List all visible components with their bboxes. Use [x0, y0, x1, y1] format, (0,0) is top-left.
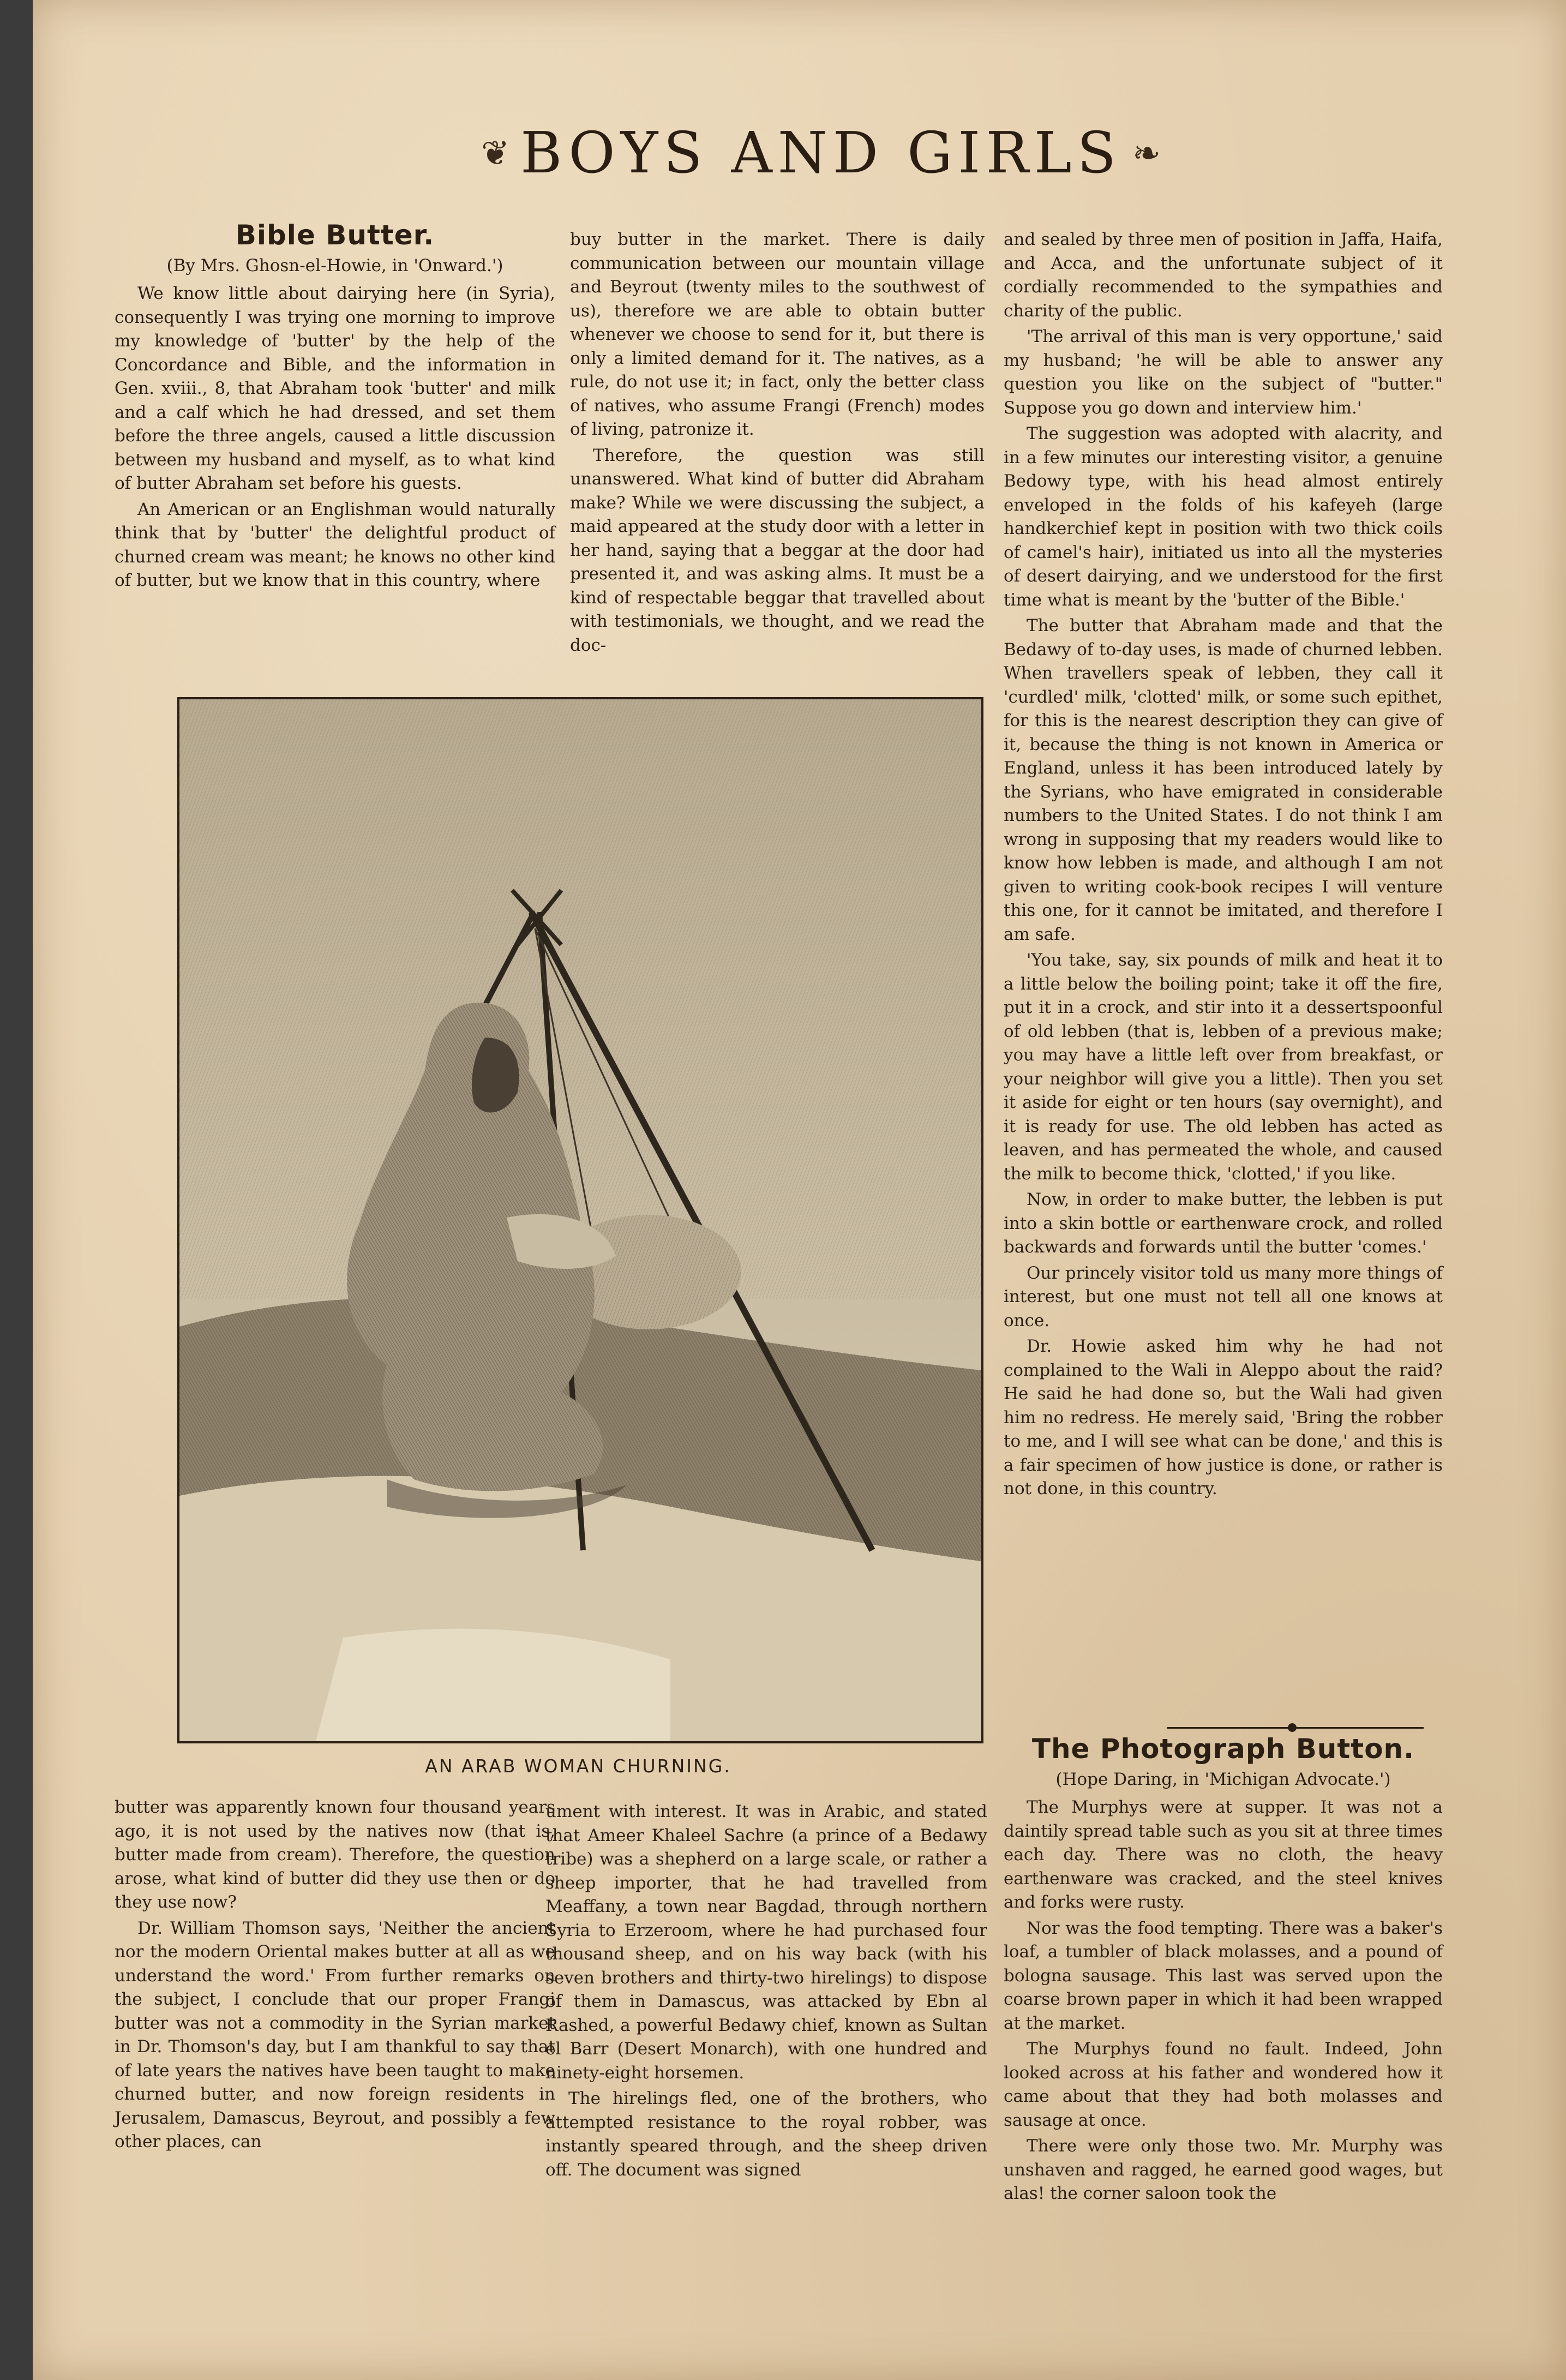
- paragraph: The Murphys found no fault. Indeed, John looked across at his father and wondered how it came about that they had both molasses and sausage at once.: [1004, 2039, 1443, 2130]
- paragraph: An American or an Englishman would naturally think that by 'butter' the delightful product of churned cream was meant; he knows no other kind of butter, but we know that in this country, where: [115, 499, 555, 590]
- newspaper-page: [33, 0, 1566, 2380]
- column-1-top: [115, 219, 555, 595]
- ornament-right-icon: ❧: [1132, 133, 1161, 173]
- separator-ornament-icon: [1288, 1723, 1297, 1732]
- article-byline: (By Mrs. Ghosn-el-Howie, in 'Onward.'): [166, 255, 503, 275]
- paragraph: and sealed by three men of position in Jaffa, Haifa, and Acca, and the unfortunate subject of it cordially recommended to the sympathies and charity of the public.: [1004, 230, 1443, 321]
- paragraph: Our princely visitor told us many more things of interest, but one must not tell all one knows at once.: [1004, 1263, 1443, 1330]
- page-title: BOYS AND GIRLS: [520, 119, 1121, 186]
- paragraph: Therefore, the question was still unanswered. What kind of butter did Abraham make? While we were discussing the subject, a maid appeared at the study door with a letter in her hand, saying that a beggar at the door had presented it, and was asking alms. It must be a kind of respectable beggar that travelled about with testimonials, we thought, and we read the doc-: [570, 445, 985, 655]
- paragraph: buy butter in the market. There is daily communication between our mountain village and Beyrout (twenty miles to the southwest of us), therefore we are able to obtain butter whenever we choose to send for it, but there is only a limited demand for it. The natives, as a rule, do not use it; in fact, only the better class of natives, who assume Frangi (French) modes of living, patronize it.: [570, 230, 985, 439]
- column-3: [1004, 228, 1443, 1503]
- masthead: [371, 117, 1271, 188]
- paragraph: Nor was the food tempting. There was a baker's loaf, a tumbler of black molasses, and a pound of bologna sausage. This last was served upon the coarse brown paper in which it had been wrapped at the market.: [1004, 1918, 1443, 2033]
- paragraph: Now, in order to make butter, the lebben is put into a skin bottle or earthenware crock, and rolled backwards and forwards until the butter 'comes.': [1004, 1190, 1443, 1257]
- paragraph: There were only those two. Mr. Murphy was unshaven and ragged, he earned good wages, but alas! the corner saloon took the: [1004, 2136, 1443, 2203]
- paragraph: The suggestion was adopted with alacrity, and in a few minutes our interesting visitor, a genuine Bedowy type, with his head almost entirely enveloped in the folds of his kafeyeh (large handkerchief kept in position with two thick coils of camel's hair), initiated us into all the mysteries of desert dairying, and we understood for the first time what is meant by the 'butter of the Bible.': [1004, 424, 1443, 610]
- column-2-top: [570, 228, 985, 660]
- engraving-image: [179, 699, 981, 1741]
- paragraph: We know little about dairying here (in Syria), consequently I was trying one morning to improve my knowledge of 'butter' by the help of the Concordance and Bible, and the information in Gen. xviii., 8, that Abraham took 'butter' and milk and a calf which he had dressed, and set them before the three angels, caused a little discussion between my husband and myself, as to what kind of butter Abraham set before his guests.: [115, 284, 555, 493]
- paragraph: 'You take, say, six pounds of milk and heat it to a little below the boiling point; take it off the fire, put it in a crock, and stir into it a dessertspoonful of old lebben (that is, lebben of a previous make; you may have a little left over from breakfast, or your neighbor will give you a little). Then you set it aside for eight or ten hours (say overnight), and it is ready for use. The old lebben has acted as leaven, and has permeated the whole, and caused the milk to become thick, 'clotted,' if you like.: [1004, 950, 1443, 1184]
- paragraph: ument with interest. It was in Arabic, and stated that Ameer Khaleel Sachre (a prince of a Bedawy tribe) was a shepherd on a large scale, or rather a sheep importer, that he had travelled from Meaffany, a town near Bagdad, through northern Syria to Erzeroom, where he had purchased four thousand sheep, and on his way back (with his seven brothers and thirty-two hirelings) to dispose of them in Damascus, was attacked by Ebn al Rashed, a powerful Bedawy chief, known as Sultan el Barr (Desert Monarch), with one hundred and ninety-eight horsemen.: [545, 1802, 987, 2083]
- illustration-arab-woman-churning: [177, 697, 983, 1743]
- paragraph: 'The arrival of this man is very opportune,' said my husband; 'he will be able to answer any question you like on the subject of "butter." Suppose you go down and interview him.': [1004, 327, 1443, 418]
- paragraph: Dr. William Thomson says, 'Neither the ancient nor the modern Oriental makes butter at all as we understand the word.' From further remarks on the subject, I conclude that our proper Frangi butter was not a commodity in the Syrian market in Dr. Thomson's day, but I am thankful to say that of late years the natives have been taught to make churned butter, and now foreign residents in Jerusalem, Damascus, Beyrout, and possibly a few other places, can: [115, 1918, 555, 2151]
- article-title: Bible Butter.: [235, 219, 435, 251]
- article-byline: (Hope Daring, in 'Michigan Advocate.'): [1055, 1769, 1391, 1789]
- ornament-left-icon: ❦: [481, 133, 510, 173]
- column-3-bottom: [1004, 1733, 1443, 2208]
- paragraph: butter was apparently known four thousand years ago, it is not used by the natives now (that is, butter made from cream). Therefore, the question arose, what kind of butter did they use then or do they use now?: [115, 1797, 555, 1912]
- illustration-caption: AN ARAB WOMAN CHURNING.: [425, 1755, 731, 1777]
- paragraph: Dr. Howie asked him why he had not complained to the Wali in Aleppo about the raid? He said he had done so, but the Wali had given him no redress. He merely said, 'Bring the robber to me, and I will see what can be done,' and this is a fair specimen of how justice is done, or rather is not done, in this country.: [1004, 1336, 1443, 1498]
- article-title: The Photograph Button.: [1031, 1733, 1415, 1765]
- paragraph: The hirelings fled, one of the brothers, who attempted resistance to the royal robber, was instantly speared through, and the sheep driven off. The document was signed: [545, 2089, 987, 2180]
- column-1-bottom: [115, 1796, 555, 2156]
- paragraph: The Murphys were at supper. It was not a daintily spread table such as you sit at three times each day. There was no cloth, the heavy earthenware was cracked, and the steel knives and forks were rusty.: [1004, 1797, 1443, 1912]
- paragraph: The butter that Abraham made and that the Bedawy of to-day uses, is made of churned lebben. When travellers speak of lebben, they call it 'curdled' milk, 'clotted' milk, or some such epithet, for this is the nearest description they can give of it, because the thing is not known in America or England, unless it has been introduced lately by the Syrians, who have emigrated in considerable numbers to the United States. I do not think I am wrong in supposing that my readers would like to know how lebben is made, and although I am not given to writing cook-book recipes I will venture this one, for it cannot be imitated, and therefore I am safe.: [1004, 616, 1443, 944]
- binding-edge: [0, 0, 33, 2380]
- column-2-bottom: [545, 1800, 987, 2184]
